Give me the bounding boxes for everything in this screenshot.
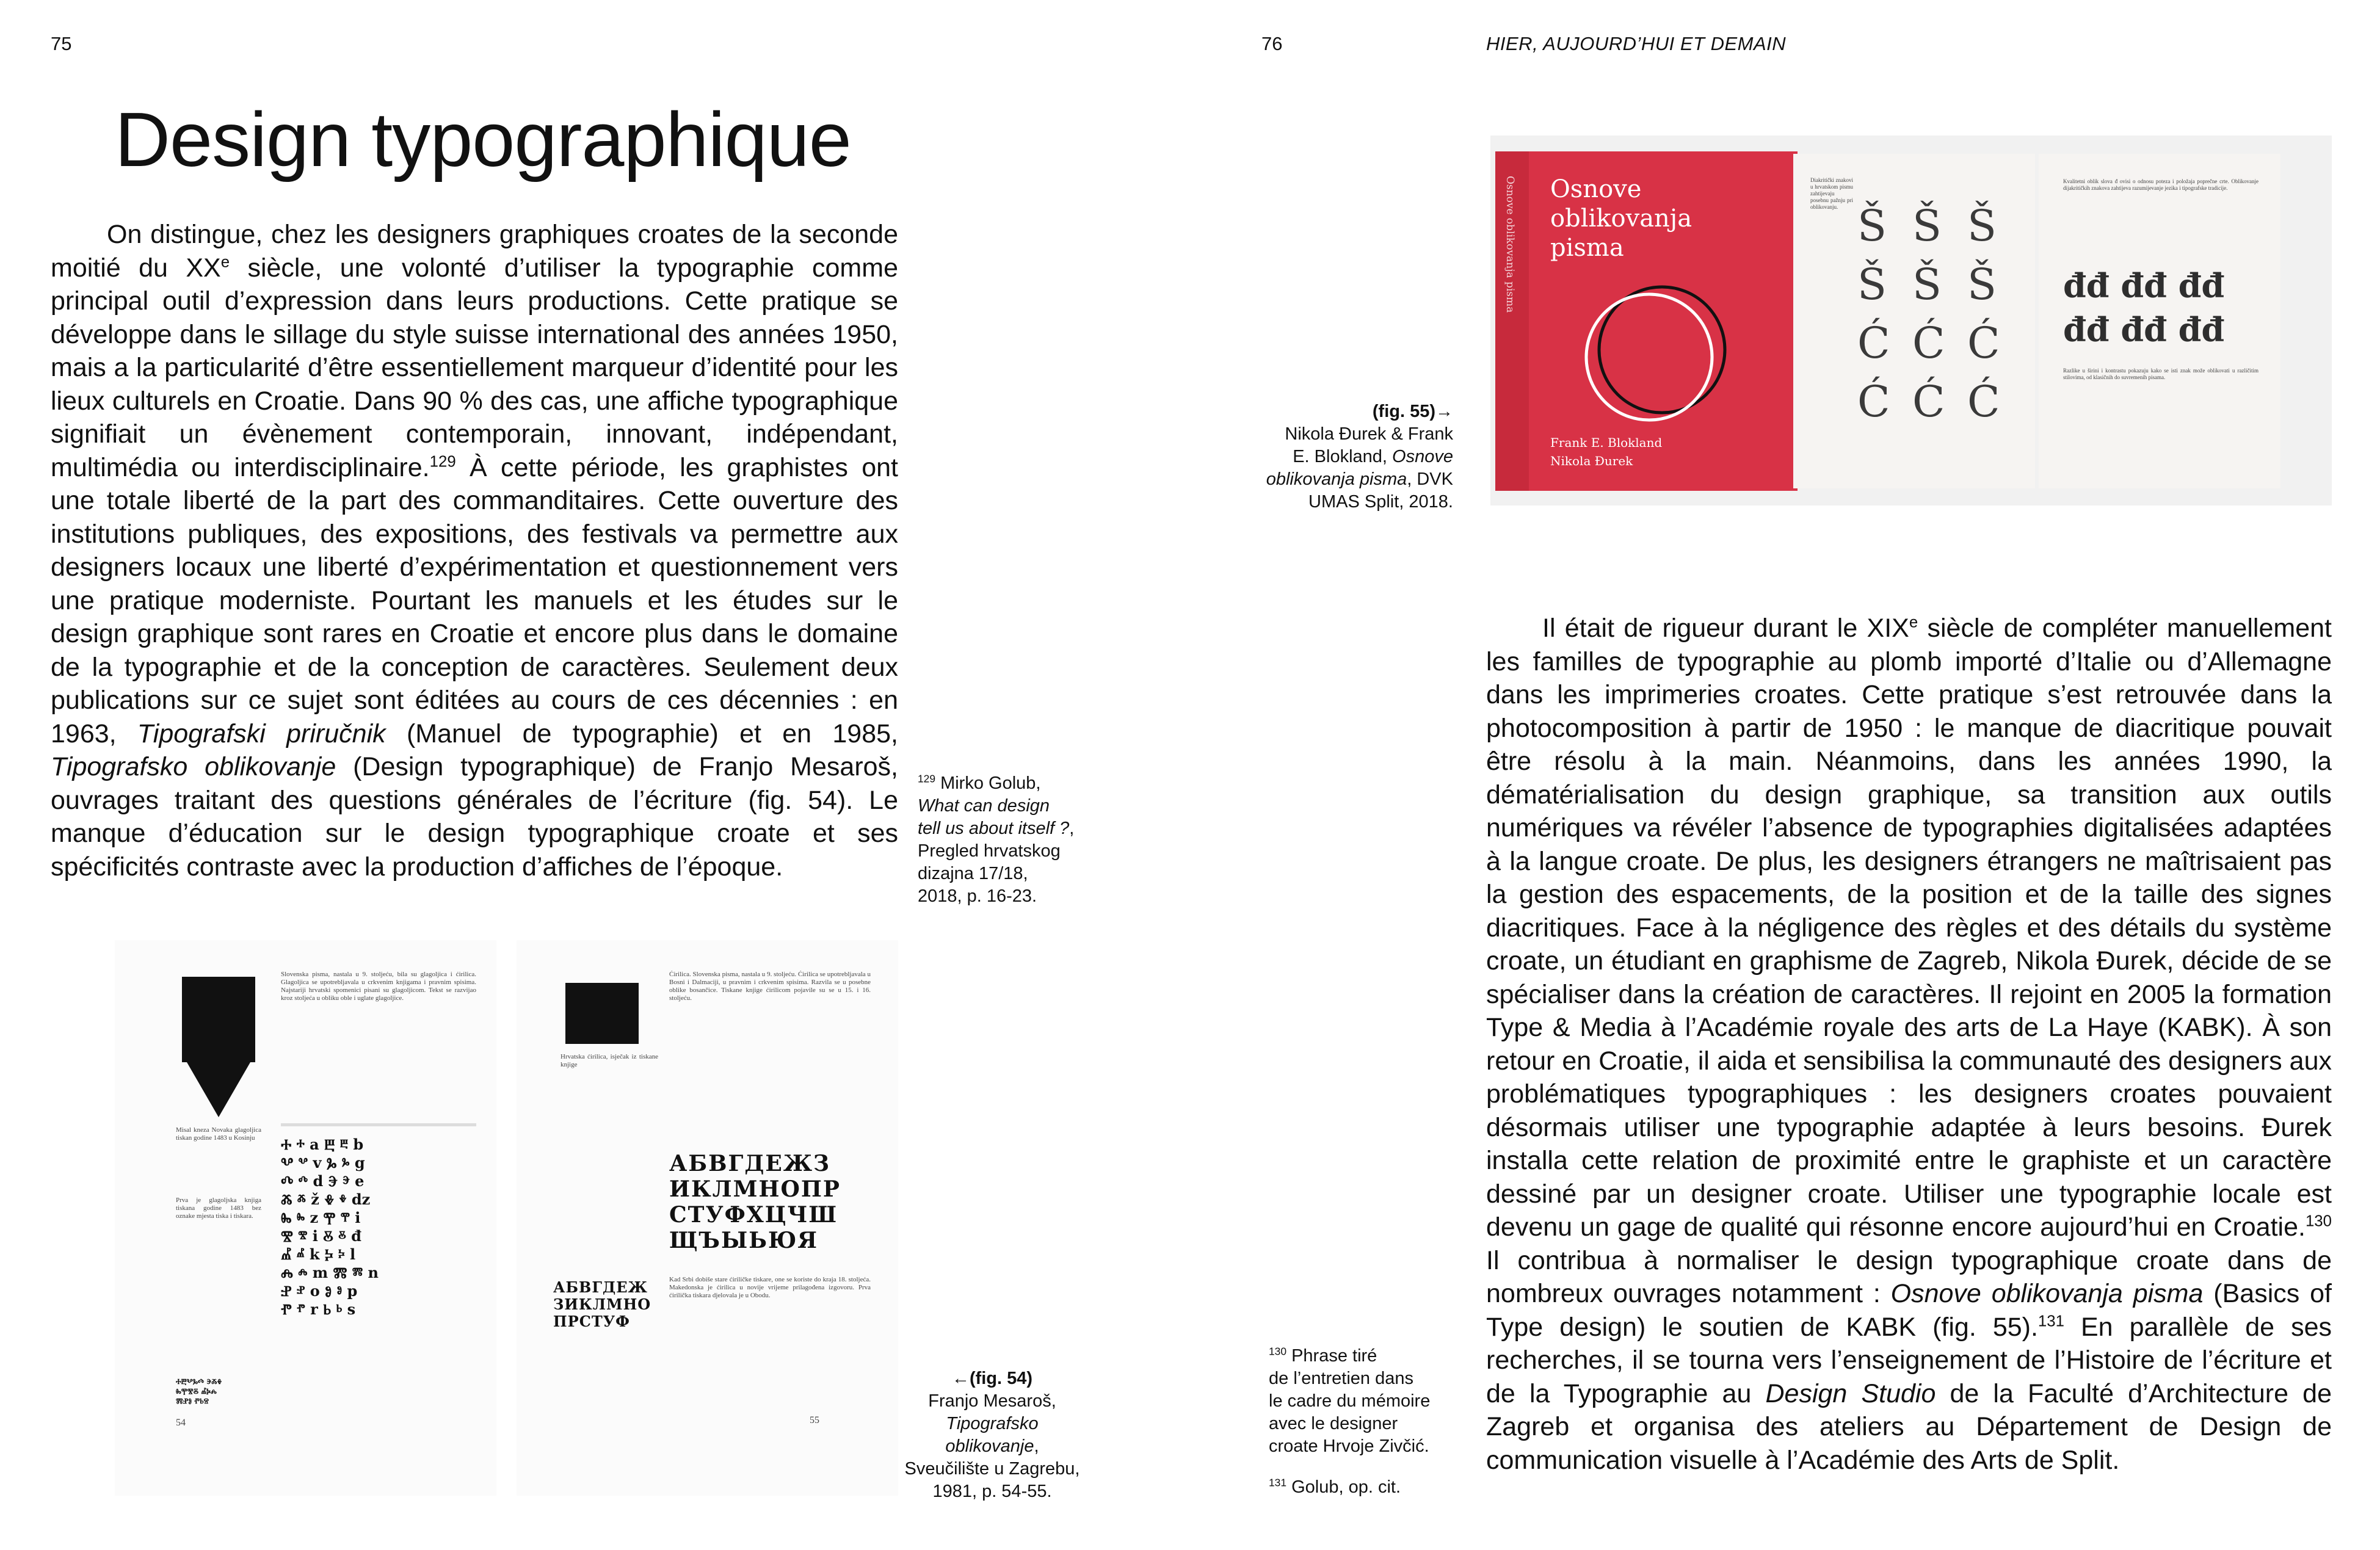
scan-small-glyphs: ⰀⰁⰂⰃⰄ ⰅⰆⰇ ⰈⰉⰊⰋ ⰌⰍⰎ ⰏⰐⰑ ⰒⰓⰔ (176, 1377, 222, 1405)
scan-body-text: Prva je glagoljska knjiga tiskana godine 1483 bez oznake mjesta tiska i tiskara. (176, 1197, 261, 1220)
scan-page-number-left: 54 (176, 1418, 186, 1428)
glyph-c-acute: Ć (1912, 377, 1945, 427)
glyph-c-acute: Ć (1967, 377, 2000, 427)
book-spine (1495, 151, 1529, 491)
scan-caption-text-right: Hrvatska ćirilica, isječak iz tiskane knjige (561, 1053, 658, 1068)
glyph-c-acute: Ć (1857, 318, 1890, 368)
glyph-s-caron: Š (1967, 201, 1997, 251)
glyph-line-2: ИКЛМНОПР (669, 1176, 841, 1202)
figure-55-book (1490, 136, 2332, 505)
cover-title-line-3: pisma (1550, 234, 1624, 262)
spread-margin-text: Diakritički znakovi u hrvatskom pismu zahtijevaju posebnu pažnju pri oblikovanju. (1810, 177, 1853, 210)
glyph-c-acute: Ć (1912, 318, 1945, 368)
left-body-text (51, 218, 898, 883)
scan-right-page (517, 940, 898, 1496)
glyph-c-acute: Ć (1967, 318, 2000, 368)
scan-caption-text: Misal kneza Novaka glagoljica tiskan godine 1483 u Kosinju (176, 1126, 261, 1142)
spread-body-text-2: Razlike u širini i kontrastu pokazuju kako se isti znak može oblikovati u različitim stilovima, od klasičnih do suvremenih pisama. (2063, 368, 2258, 380)
scan-column-text: Slovenska pisma, nastala u 9. stoljeću, bila su glagoljica i ćirilica. Glagoljica se upotrebljavala u crkvenim knjigama i pravnim spisima. Najstariji hrvatski spomenici pisani su glagoljicom. Tekst se razvijao kroz stoljeća u obliku oble i uglate glagoljice. (281, 971, 476, 1002)
running-head: HIER, AUJOURD’HUI ET DEMAIN (1486, 33, 1787, 54)
spread-right-page (2039, 154, 2280, 488)
scan-body-text-right: Kad Srbi dobiše stare ćiriličke tiskare, one se koriste do kraja 18. stoljeća. Makedonska je ćirilica u novije vrijeme prilagođena izgovoru. Prva ćirilička tiskara djelovala je u Obodu. (669, 1276, 871, 1299)
spine-text: Osnove oblikovanja pisma (1504, 176, 1516, 313)
fig55-caption: (fig. 55)→ Nikola Đurek & Frank E. Blokland, Osnove oblikovanja pisma, DVK UMAS Split, 2018. (1266, 402, 1453, 512)
dj-row-2: đđ đđ đđ (2063, 310, 2225, 349)
right-body-text (1486, 612, 2332, 1477)
left-paragraph: On distingue, chez les designers graphiques croates de la seconde moitié du XXe siècle, une volonté d’utiliser la typographie comme principal outil d’expression dans leurs productions. Cette pratique se développe dans le sillage du style suisse international des années 1950, mais a la particularité d’être essentiellement marqueur d’identité pour les lieux culturels en Croatie. Dans 90 % des cas, une affiche typographique signifiait un évènement contemporain, innovant, indépendant, multimédia ou interdisciplinaire.$^{129}$ À cette période, les graphistes ont une totale liberté de la part des commanditaires. Cette ouverture des institutions publiques, des expositions, des festivals va permettre aux designers locaux une liberté d’expérimentation et questionnement vers une pratique moderniste. Pourtant les manuels et les études sur le design graphique sont rares en Croatie et encore plus dans le domaine de la typographie et de la conception de caractères. Seulement deux publications sur ce sujet sont éditées au cours de ces décennies : en 1963, Tipografski priručnik (Manuel de typographie) et en 1985, Tipografsko oblikovanje (Design typographique) de Franjo Mesaroš, ouvrages traitant des questions générales de l’écriture (fig. 54). Le manque d’éducation sur le design typographique croate et ses spécificités contraste avec la production d’affiches de l’époque. (51, 220, 898, 882)
page-number-left: 75 (51, 33, 72, 54)
spread-body-text: Kvalitetni oblik slova đ ovisi o odnosu poteza i položaja poprečne crte. Oblikovanje dijakritičkih znakova zahtijeva razumijevanje jezika i tipografske tradicije. (2063, 178, 2258, 191)
right-paragraph: Il était de rigueur durant le XIXe siècle de compléter manuellement les familles de typographie au plomb importé d’Italie ou d’Allemagne dans les imprimeries croates. Cette pratique s’est retrouvée dans la photocomposition à partir de 1950 : le manque de diacritique pouvait être résolu à la main. Néanmoins, dans les années 1990, la dématérialisation du design graphique, sa transition aux outils numériques va révéler l’absence de typographies digitalisées adaptées à la langue croate. De plus, les designers étrangers ne maîtrisaient pas la gestion des espacements, de la position et de la taille des signes diacritiques. Face à la négligence des règles et des détails du système croate, un étudiant en graphisme de Zagreb, Nikola Đurek, décide de se spécialiser dans la création de caractères. Il rejoint en 2005 la formation Type & Media à l’Académie royale des arts de La Haye (KABK). À son retour en Croatie, il aida et sensibilisa la communauté des designers aux problématiques typographiques : les designers croates pouvaient désormais utiliser une typographie adaptée à leurs besoins. Đurek installa cette relation de proximité entre le graphiste et un caractère dessiné par un designer croate. Utiliser une typographie locale est devenu un gage de qualité qui résonne encore aujourd’hui en Croatie.$^{130}$ Il contribua à normaliser le design typographique croate dans de nombreux ouvrages notamment : Osnove oblikovanja pisma (Basics of Type design) le soutien de KABK (fig. 55).$^{131}$ En parallèle de ses recherches, il se tourna vers l’enseignement de l’Histoire de l’écriture et de la Typographie au Design Studio de la Faculté d’Architecture de Zagreb et organisa des ateliers au Département de Design de communication visuelle à l’Académie des Arts de Split. (1486, 614, 2332, 1475)
spread-left-page (1793, 154, 2035, 488)
cover-author-1: Frank E. Blokland (1550, 435, 1663, 450)
glyph-s-caron: Š (1912, 201, 1942, 251)
cover-circles (1550, 270, 1746, 441)
footnote-129: $^{129}$ Mirko Golub, What can design tell us about itself ?, Pregled hrvatskog dizajna 17/18, 2018, p. 16-23. (918, 772, 1075, 906)
glyph-s-caron: Š (1857, 201, 1887, 251)
cover-author-2: Nikola Đurek (1550, 454, 1633, 468)
page-number-right: 76 (1261, 33, 1283, 54)
table-rule (281, 1123, 476, 1126)
dj-glyph-rows (2063, 264, 2271, 352)
scan-page-number-right: 55 (810, 1415, 819, 1425)
glyph-s-caron: Š (1912, 259, 1942, 310)
woodcut-illustration-base (187, 1062, 250, 1117)
glyph-line-4: ЩЪЫЬЮЯ (669, 1228, 819, 1253)
glyph-s-caron: Š (1967, 259, 1997, 310)
glagolitic-table: Ⰰ ⰰ a Ⰱ ⰱ b Ⰲ ⰲ v Ⰳ ⰳ g Ⰴ ⰴ d Ⰵ ⰵ e Ⰶ ⰶ ž Ⰷ ⰷ dz Ⰸ ⰸ z Ⰹ ⰹ i Ⰺ ⰺ i Ⰻ ⰻ đ Ⰼ ⰼ k Ⰽ ⰽ l Ⰾ ⰾ m Ⰿ ⰿ n Ⱀ ⱀ o Ⱁ ⱁ p Ⱂ ⱂ r Ⱃ ⱃ s (281, 1135, 379, 1318)
glyph-c-acute: Ć (1857, 377, 1890, 427)
cover-title-line-2: oblikovanja (1550, 205, 1692, 233)
cyrillic-alphabet-large (669, 1151, 877, 1253)
figure-54-book-spread (115, 940, 898, 1496)
book-cover (1495, 151, 1798, 491)
woodcut-illustration (182, 977, 255, 1062)
footnote-130: $^{130}$ Phrase tiré de l’entretien dans le cadre du mémoire avec le designer croate Hrvoje Zivčić. (1269, 1345, 1431, 1456)
cyrillic-alphabet-small (553, 1279, 657, 1330)
glyph-line-3: СТУФХЦЧШ (669, 1202, 838, 1228)
fig54-caption: ←(fig. 54) Franjo Mesaroš, Tipografsko oblikovanje, Sveučilište u Zagrebu, 1981, p. 54-55. (904, 1369, 1080, 1501)
dj-row-1: đđ đđ đđ (2063, 266, 2225, 305)
cover-authors (1550, 433, 1662, 470)
cyrillic-illustration (565, 983, 639, 1044)
page-title: Design typographique (115, 96, 851, 183)
scan-column-text-right: Ćirilica. Slovenska pisma, nastala u 9. stoljeću. Ćirilica se upotrebljavala u Bosni i Dalmaciji, u pravnim i crkvenim spisima. Razvila se u posebne oblike bosančice. Tiskane knjige ćirilicom pojavile su se u 15. i 16. stoljeću. (669, 971, 871, 1002)
cover-title (1550, 175, 1692, 263)
cover-title-line-1: Osnove (1550, 175, 1642, 203)
small-glyph-line-2: ЗИКЛМНО (553, 1295, 651, 1313)
small-glyph-line-3: ПРСТУФ (553, 1313, 630, 1330)
glyph-line-1: АБВГДЕЖЗ (669, 1151, 831, 1176)
glyph-s-caron: Š (1857, 259, 1887, 310)
diacritic-glyph-grid (1857, 197, 2028, 431)
small-glyph-line-1: АБВГДЕЖ (553, 1278, 648, 1296)
footnote-131: $^{131}$ Golub, op. cit. (1269, 1476, 1401, 1497)
scan-left-page (115, 940, 496, 1496)
